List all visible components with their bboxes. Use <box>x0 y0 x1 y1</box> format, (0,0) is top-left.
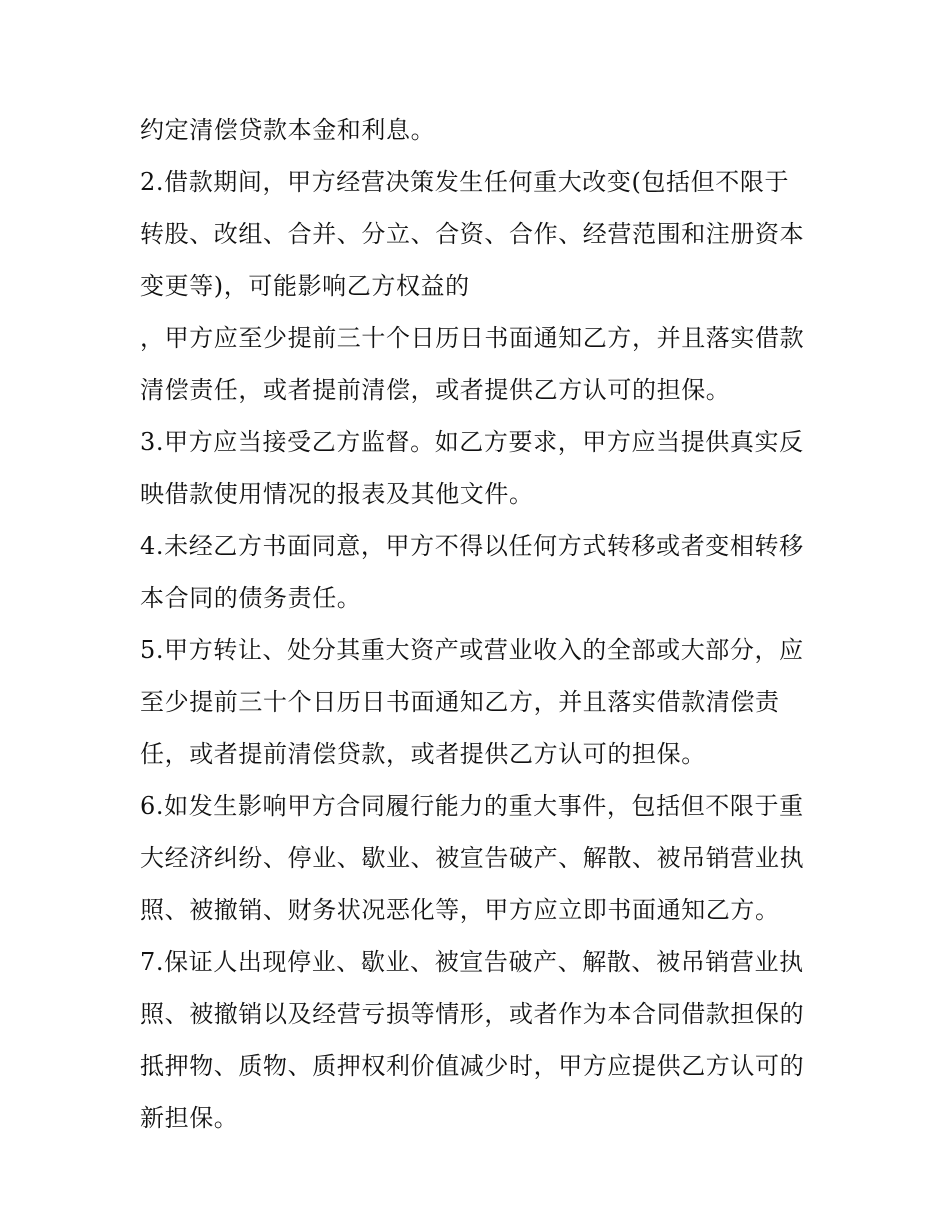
text-line-3: 转股、改组、合并、分立、合资、合作、经营范围和注册资本 <box>140 220 805 248</box>
text-line-1: 约定清偿贷款本金和利息。 <box>140 116 436 144</box>
text-line-4: 变更等)，可能影响乙方权益的 <box>140 272 470 300</box>
text-line-13: 任，或者提前清偿贷款，或者提供乙方认可的担保。 <box>140 740 706 768</box>
text-line-12: 至少提前三十个日历日书面通知乙方，并且落实借款清偿责 <box>140 688 780 716</box>
text-line-5: ，甲方应至少提前三十个日历日书面通知乙方，并且落实借款 <box>140 324 805 352</box>
text-line-9: 4.未经乙方书面同意，甲方不得以任何方式转移或者变相转移 <box>140 532 804 560</box>
text-line-18: 照、被撤销以及经营亏损等情形，或者作为本合同借款担保的 <box>140 1000 805 1028</box>
text-line-17: 7.保证人出现停业、歇业、被宣告破产、解散、被吊销营业执 <box>140 948 804 976</box>
text-line-14: 6.如发生影响甲方合同履行能力的重大事件，包括但不限于重 <box>140 792 804 820</box>
text-line-20: 新担保。 <box>140 1104 239 1132</box>
text-line-11: 5.甲方转让、处分其重大资产或营业收入的全部或大部分，应 <box>140 636 804 664</box>
text-line-19: 抵押物、质物、质押权利价值减少时，甲方应提供乙方认可的 <box>140 1052 805 1080</box>
text-line-2: 2.借款期间，甲方经营决策发生任何重大改变(包括但不限于 <box>140 168 790 196</box>
text-line-15: 大经济纠纷、停业、歇业、被宣告破产、解散、被吊销营业执 <box>140 844 805 872</box>
text-line-7: 3.甲方应当接受乙方监督。如乙方要求，甲方应当提供真实反 <box>140 428 804 456</box>
text-line-8: 映借款使用情况的报表及其他文件。 <box>140 480 534 508</box>
text-line-10: 本合同的债务责任。 <box>140 584 362 612</box>
text-line-16: 照、被撤销、财务状况恶化等，甲方应立即书面通知乙方。 <box>140 896 780 924</box>
text-line-6: 清偿责任，或者提前清偿，或者提供乙方认可的担保。 <box>140 376 731 404</box>
document-body <box>140 104 820 1144</box>
